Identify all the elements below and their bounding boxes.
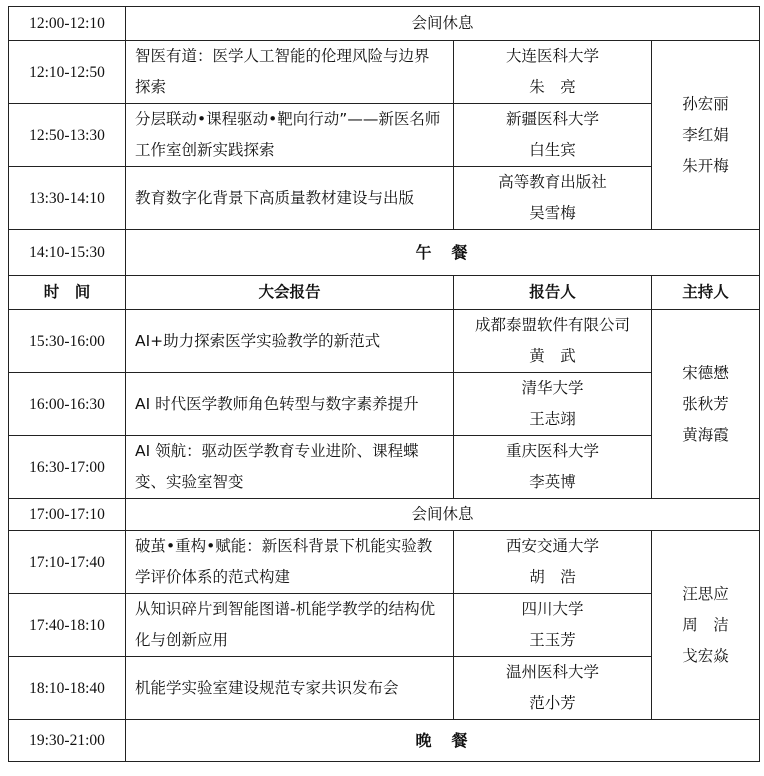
speaker-name: 范小芳: [529, 694, 576, 712]
speaker-cell: [454, 594, 652, 657]
break-row: [9, 499, 760, 531]
speaker-institution: 重庆医科大学: [505, 442, 599, 460]
speaker-institution: 高等教育出版社: [498, 173, 607, 191]
host-name: 黄海霞: [682, 425, 729, 444]
speaker-institution: 成都泰盟软件有限公司: [474, 316, 630, 334]
time-cell: 17:00-17:10: [9, 499, 126, 531]
talk-topic: 分层联动•课程驱动•靶向行动”——新医名师工作室创新实践探索: [126, 104, 454, 167]
speaker-institution: 清华大学: [521, 379, 584, 397]
time-cell: 15:30-16:00: [9, 310, 126, 373]
host-cell: [652, 41, 760, 230]
speaker-name: 王志翊: [529, 410, 576, 428]
speaker-cell: [454, 373, 652, 436]
host-name: 周 洁: [682, 615, 729, 634]
speaker-cell: [454, 167, 652, 230]
break-row: [9, 7, 760, 41]
break-label: 会间休息: [126, 499, 760, 531]
talk-topic: 破茧•重构•赋能：新医科背景下机能实验教学评价体系的范式构建: [126, 531, 454, 594]
speaker-name: 胡 浩: [529, 568, 576, 586]
host-cell: [652, 531, 760, 720]
time-cell: 19:30-21:00: [9, 720, 126, 762]
speaker-name: 白生宾: [529, 141, 576, 159]
speaker-cell: [454, 657, 652, 720]
talk-topic: AI+助力探索医学实验教学的新范式: [126, 310, 454, 373]
talk-row: [9, 41, 760, 104]
time-cell: 18:10-18:40: [9, 657, 126, 720]
talk-row: [9, 531, 760, 594]
speaker-cell: [454, 531, 652, 594]
speaker-name: 黄 武: [529, 347, 576, 365]
host-name: 李红娟: [682, 125, 729, 144]
talk-row: [9, 657, 760, 720]
speaker-cell: [454, 436, 652, 499]
speaker-cell: [454, 310, 652, 373]
talk-topic: 教育数字化背景下高质量教材建设与出版: [126, 167, 454, 230]
time-cell: 16:30-17:00: [9, 436, 126, 499]
speaker-name: 朱 亮: [529, 78, 576, 96]
talk-row: [9, 167, 760, 230]
time-cell: 13:30-14:10: [9, 167, 126, 230]
meal-row: [9, 230, 760, 276]
talk-topic: AI 时代医学教师角色转型与数字素养提升: [126, 373, 454, 436]
speaker-institution: 西安交通大学: [505, 537, 599, 555]
talk-row: [9, 104, 760, 167]
talk-topic: 从知识碎片到智能图谱-机能学教学的结构优化与创新应用: [126, 594, 454, 657]
host-cell: [652, 310, 760, 499]
agenda-table: [8, 6, 760, 762]
talk-topic: 智医有道：医学人工智能的伦理风险与边界探索: [126, 41, 454, 104]
header-host: 主持人: [652, 276, 760, 310]
talk-row: [9, 373, 760, 436]
header-topic: 大会报告: [126, 276, 454, 310]
talk-topic: AI 领航：驱动医学教育专业进阶、课程蝶变、实验室智变: [126, 436, 454, 499]
table-header: [9, 276, 760, 310]
talk-row: [9, 310, 760, 373]
speaker-institution: 新疆医科大学: [505, 110, 599, 128]
speaker-cell: [454, 104, 652, 167]
host-name: 孙宏丽: [682, 94, 729, 113]
time-cell: 17:40-18:10: [9, 594, 126, 657]
time-cell: 12:10-12:50: [9, 41, 126, 104]
host-name: 朱开梅: [682, 156, 729, 175]
agenda-container: [8, 6, 760, 762]
time-cell: 16:00-16:30: [9, 373, 126, 436]
talk-topic: 机能学实验室建设规范专家共识发布会: [126, 657, 454, 720]
header-time: 时 间: [9, 276, 126, 310]
speaker-institution: 四川大学: [521, 600, 584, 618]
time-cell: 12:00-12:10: [9, 7, 126, 41]
talk-row: [9, 594, 760, 657]
host-name: 汪思应: [682, 584, 729, 603]
break-label: 会间休息: [126, 7, 760, 41]
time-cell: 12:50-13:30: [9, 104, 126, 167]
meal-row: [9, 720, 760, 762]
meal-label: 午 餐: [126, 230, 760, 276]
speaker-institution: 温州医科大学: [505, 663, 599, 681]
speaker-cell: [454, 41, 652, 104]
speaker-institution: 大连医科大学: [505, 47, 599, 65]
talk-row: [9, 436, 760, 499]
host-name: 戈宏焱: [682, 646, 729, 665]
time-cell: 14:10-15:30: [9, 230, 126, 276]
meal-label: 晚 餐: [126, 720, 760, 762]
speaker-name: 王玉芳: [529, 631, 576, 649]
header-speaker: 报告人: [454, 276, 652, 310]
speaker-name: 吴雪梅: [529, 204, 576, 222]
speaker-name: 李英博: [529, 473, 576, 491]
host-name: 宋德懋: [682, 363, 729, 382]
host-name: 张秋芳: [682, 394, 729, 413]
time-cell: 17:10-17:40: [9, 531, 126, 594]
